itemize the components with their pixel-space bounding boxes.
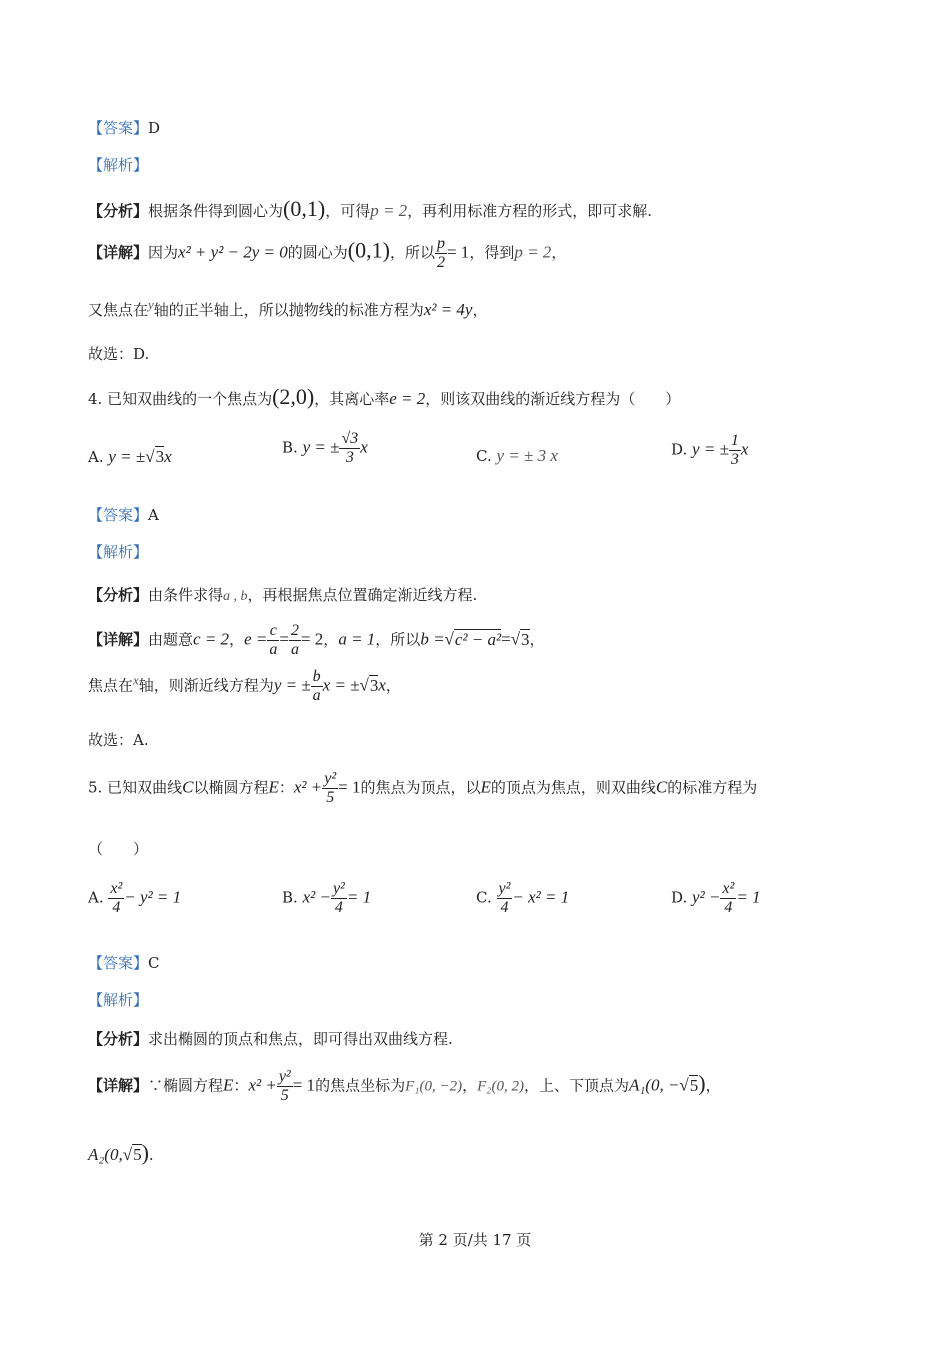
q5-option-a[interactable]: [88, 880, 181, 917]
math: x: [360, 437, 368, 457]
fraction: [331, 880, 347, 917]
page-footer: 第 2 页/共 17 页: [418, 1231, 532, 1249]
math: = 1: [292, 1075, 316, 1095]
text: ，: [229, 630, 245, 649]
math: − x² = 1: [512, 887, 570, 907]
q4-answer: [88, 504, 159, 525]
math: a = 1: [338, 629, 376, 649]
q3-line2: [88, 297, 488, 320]
fraction: [720, 880, 736, 917]
fraction: [277, 1068, 293, 1105]
math: A₂(0,: [88, 1145, 123, 1164]
q3-choose: 故选：D.: [88, 345, 150, 363]
radicand: 3: [521, 629, 530, 649]
q4-option-b[interactable]: [282, 430, 368, 467]
denominator: a: [312, 687, 321, 704]
q5-line2: A₂(0,√5).: [88, 1140, 154, 1165]
numerator: y²: [324, 770, 337, 787]
fenxi-tag: 【分析】: [88, 1030, 149, 1048]
answer-tag: 【答案】: [88, 506, 149, 524]
option-label: B.: [282, 438, 298, 457]
denominator: 4: [724, 899, 733, 916]
q4-option-a[interactable]: A. y = ±√3x: [88, 447, 172, 466]
q3-fenxi: [88, 196, 652, 222]
text: 又焦点在: [88, 301, 149, 319]
q5-analysis-tag: 【解析】: [88, 991, 149, 1009]
math: F₂(0, 2): [477, 1078, 524, 1095]
q4-xiangjie: 【详解】由题意c = 2，e = $\frac{c}{a}$ = $\frac{2}{a}$ = 2，a = 1，所以b =√c² − a²=√3，: [88, 622, 545, 658]
xiangjie-tag: 【详解】: [88, 1076, 149, 1095]
numerator: x²: [110, 880, 123, 897]
q4-stem: [88, 384, 680, 410]
numerator: b: [312, 668, 321, 685]
text: 求出椭圆的顶点和焦点，即可得出双曲线方程.: [148, 1030, 453, 1048]
q3-answer: [88, 117, 160, 138]
math: A₁(0, −: [628, 1075, 680, 1095]
math: a , b: [223, 589, 248, 604]
option-label: C.: [476, 447, 492, 465]
text: 5. 已知双曲线: [88, 778, 183, 797]
option-label: D.: [671, 440, 688, 459]
radicand: c² − a²: [454, 629, 502, 649]
text: 的焦点为顶点，以: [360, 778, 481, 797]
text: ，: [462, 1076, 478, 1095]
numerator: 2: [290, 622, 299, 639]
math: ): [141, 1140, 149, 1165]
q5-option-d[interactable]: [671, 880, 761, 917]
text: 由条件求得: [148, 586, 224, 604]
q5-paren: （ ）: [88, 840, 149, 858]
fraction: [729, 432, 741, 469]
math: e =: [244, 629, 268, 649]
math: y = ±: [302, 437, 340, 457]
q5-fenxi: [88, 1028, 453, 1049]
math: x² + y² − 2y = 0: [178, 242, 288, 262]
option-label: D.: [671, 888, 688, 907]
text: ，其离心率: [314, 390, 390, 408]
q4-option-d[interactable]: [671, 432, 748, 469]
math: C: [182, 777, 194, 797]
option-label: B.: [282, 888, 298, 907]
math: e = 2: [389, 389, 426, 408]
math: y = ±: [273, 675, 311, 695]
text: ，: [705, 1076, 721, 1095]
text: 的圆心为: [287, 243, 348, 262]
fraction: [497, 880, 513, 917]
text: ，: [551, 243, 567, 262]
fraction: [108, 880, 124, 917]
math: y = ±: [108, 447, 146, 466]
q4-line2: 焦点在x轴，则渐近线方程为y = ± $\frac{b}{a}$ x = ±√3x，: [88, 668, 401, 704]
text: ∵椭圆方程: [148, 1076, 224, 1095]
math: E: [480, 777, 491, 797]
denominator: 4: [500, 899, 509, 916]
denominator: 3: [345, 449, 354, 466]
math: (2,0): [272, 384, 315, 409]
answer-value: D: [148, 119, 161, 137]
q5-option-b[interactable]: [282, 880, 371, 917]
radicand: 3: [155, 447, 165, 466]
text: 轴的正半轴上，所以抛物线的标准方程为: [153, 301, 424, 319]
text: 的标准方程为: [667, 778, 758, 797]
denominator: 4: [334, 899, 343, 916]
math: =: [501, 629, 511, 649]
math: x² +: [248, 1075, 277, 1095]
fraction: [267, 622, 279, 659]
text: 以椭圆方程: [193, 778, 269, 797]
math: E: [268, 777, 279, 797]
text: 的焦点坐标为: [315, 1076, 406, 1095]
math: = 1: [338, 777, 361, 797]
text: 4. 已知双曲线的一个焦点为: [88, 390, 273, 408]
radicand: 5: [689, 1075, 699, 1095]
text: 根据条件得到圆心为: [148, 202, 284, 220]
math: (0,1): [283, 196, 326, 221]
math: x² −: [302, 887, 331, 907]
denominator: 4: [112, 899, 121, 916]
q4-fenxi: [88, 584, 477, 605]
text: ，所以: [389, 243, 435, 262]
text: ，再根据焦点位置确定渐近线方程.: [247, 586, 478, 604]
fraction: [339, 430, 360, 467]
answer-value: C: [148, 954, 160, 972]
math: = 1: [446, 242, 470, 262]
math: x: [740, 439, 749, 459]
fraction: [289, 622, 301, 659]
fenxi-tag: 【分析】: [88, 586, 149, 604]
math: x = ±: [322, 675, 360, 695]
math: = 1: [736, 887, 761, 907]
numerator: 1: [730, 432, 739, 449]
numerator: y²: [332, 880, 345, 897]
text: ，: [529, 630, 545, 649]
math: b =: [420, 629, 445, 649]
text: ，再利用标准方程的形式，即可求解.: [407, 202, 652, 220]
math: E: [223, 1075, 234, 1095]
option-label: A.: [88, 888, 104, 907]
text: 轴，则渐近线方程为: [138, 676, 274, 695]
math: y = ± 3 x: [496, 446, 558, 465]
answer-tag: 【答案】: [88, 954, 149, 972]
xiangjie-tag: 【详解】: [88, 630, 149, 649]
text: ，上、下顶点为: [523, 1076, 629, 1095]
math: y: [148, 297, 154, 312]
math: = 1: [346, 887, 372, 907]
math: =: [279, 629, 289, 649]
q5-xiangjie: 【详解】∵椭圆方程E：x² + $\frac{\text{y²}}{5}$ = 1的焦点坐标为F₁(0, −2)，F₂(0, 2)，上、下顶点为A₁(0, −√5)，: [88, 1068, 721, 1104]
math: x² +: [293, 777, 323, 797]
math: x: [378, 675, 386, 695]
numerator: √3: [341, 430, 359, 447]
answer-value: A: [148, 506, 159, 524]
math: p = 2: [370, 201, 408, 220]
text: .: [148, 1146, 154, 1164]
q3-xiangjie: [88, 235, 566, 272]
math: x² = 4y: [423, 300, 473, 319]
denominator: 5: [326, 789, 335, 806]
q4-analysis-tag: 【解析】: [88, 543, 149, 561]
numerator: y²: [278, 1068, 291, 1085]
math: = 2: [300, 629, 324, 649]
option-label: A.: [88, 448, 104, 466]
numerator: y²: [498, 880, 511, 897]
xiangjie-tag: 【详解】: [88, 243, 149, 262]
math: p = 2: [514, 242, 552, 262]
fraction: [322, 770, 338, 807]
q5-option-c[interactable]: [476, 880, 569, 917]
q5-stem: [88, 770, 757, 807]
answer-tag: 【答案】: [88, 119, 149, 137]
math: (0,1): [347, 237, 390, 263]
denominator: a: [269, 641, 278, 658]
text: ，则该双曲线的渐近线方程为（ ）: [425, 390, 681, 408]
denominator: a: [290, 641, 299, 658]
denominator: 5: [280, 1087, 289, 1104]
math: c = 2: [193, 629, 230, 649]
q3-analysis-tag: 【解析】: [88, 156, 149, 174]
fraction: [435, 235, 447, 272]
numerator: c: [267, 622, 279, 641]
numerator: x²: [722, 880, 735, 897]
text: ，: [472, 301, 488, 319]
denominator: 2: [436, 254, 445, 271]
text: ，: [385, 676, 401, 695]
fenxi-tag: 【分析】: [88, 202, 149, 220]
text: ，所以: [375, 630, 421, 649]
math: x: [164, 447, 172, 466]
radicand: 5: [133, 1145, 142, 1164]
text: ：: [233, 1076, 249, 1095]
q5-answer: [88, 952, 160, 973]
text: ：: [278, 778, 294, 797]
math: − y² = 1: [124, 887, 182, 907]
math: ): [698, 1070, 706, 1096]
math: x: [133, 672, 139, 688]
text: ，: [323, 630, 339, 649]
text: 由题意: [148, 630, 194, 649]
q4-choose: 故选：A.: [88, 731, 149, 749]
q4-option-c[interactable]: [476, 446, 558, 466]
math: C: [655, 777, 668, 797]
denominator: 3: [730, 451, 739, 468]
math: F₁(0, −2): [405, 1078, 463, 1095]
math: y = ±: [692, 439, 729, 459]
radicand: 3: [369, 675, 379, 695]
fraction: [311, 668, 323, 705]
option-label: C.: [476, 888, 492, 907]
text: 焦点在: [88, 676, 134, 695]
text: 因为: [148, 243, 179, 262]
text: 的顶点为焦点，则双曲线: [490, 778, 656, 797]
text: ，可得: [325, 202, 371, 220]
text: ，得到: [469, 243, 515, 262]
math: y² −: [692, 887, 721, 907]
numerator: p: [436, 235, 445, 252]
